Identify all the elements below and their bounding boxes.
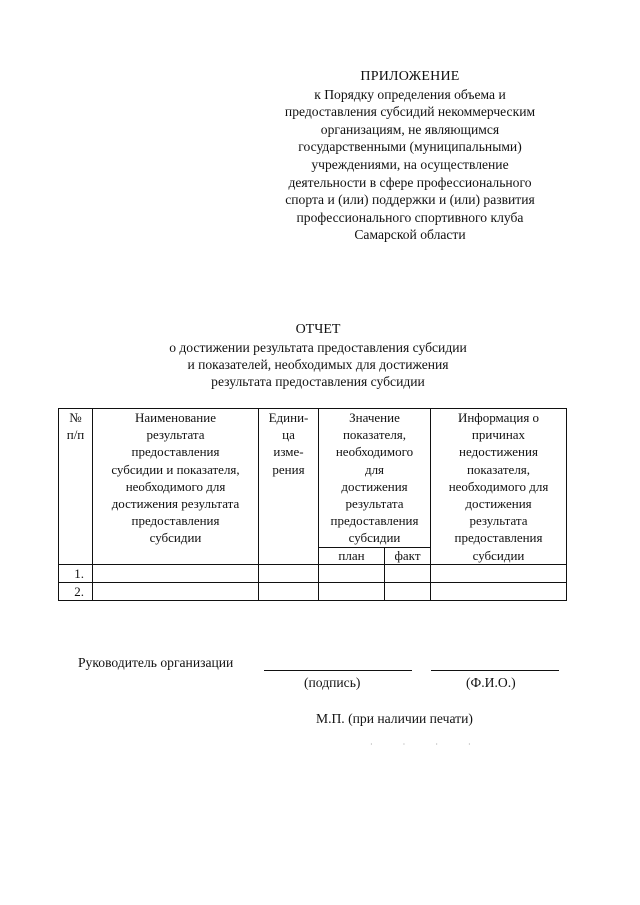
row-result-name[interactable] — [93, 564, 259, 582]
table-row — [59, 582, 567, 600]
appendix-title: ПРИЛОЖЕНИЕ — [360, 69, 460, 84]
appendix-line: учреждениями, на осуществление — [311, 156, 509, 172]
seal-note: М.П. (при наличии печати) — [316, 711, 473, 726]
row-fact[interactable] — [385, 582, 431, 600]
signature-caption: (подпись) — [304, 675, 361, 690]
report-subtitle-line: о достижении результата предоставления субсидии — [169, 340, 467, 355]
row-unit[interactable] — [259, 582, 319, 600]
appendix-line: деятельности в сфере профессионального — [288, 174, 532, 190]
report-subtitle-line: результата предоставления субсидии — [211, 374, 425, 389]
row-info[interactable] — [431, 564, 567, 582]
row-plan[interactable] — [319, 582, 385, 600]
report-title: ОТЧЕТ — [295, 322, 341, 337]
row-fact[interactable] — [385, 564, 431, 582]
row-unit[interactable] — [259, 564, 319, 582]
row-number: 1. — [59, 564, 93, 582]
signature-block — [78, 655, 578, 735]
header-result-name: Наименование результата предоставления субсидии и показателя, необходимого для достижения результата предоставления субсидии — [93, 409, 259, 565]
row-plan[interactable] — [319, 564, 385, 582]
signature-line[interactable] — [264, 670, 412, 671]
table-row — [59, 564, 567, 582]
header-fact: факт — [385, 547, 431, 564]
header-unit: Едини- ца изме- рения — [259, 409, 319, 565]
row-info[interactable] — [431, 582, 567, 600]
report-subtitle-line: и показателей, необходимых для достижения — [187, 357, 449, 372]
appendix-block — [258, 68, 562, 244]
header-number: № п/п — [59, 409, 93, 565]
appendix-line: предоставления субсидий некоммерческим — [284, 104, 536, 120]
appendix-line: государственными (муниципальными) — [298, 139, 522, 155]
name-line[interactable] — [431, 670, 559, 671]
appendix-line: спорта и (или) поддержки и (или) развития — [285, 192, 535, 208]
report-table — [58, 408, 567, 601]
report-heading — [100, 321, 536, 390]
header-indicator-value: Значение показателя, необходимого для достижения результата предоставления субсидии — [319, 409, 431, 548]
row-number: 2. — [59, 582, 93, 600]
name-caption: (Ф.И.О.) — [466, 675, 516, 690]
scan-specks: · · · · — [370, 740, 485, 749]
header-reasons-info: Информация о причинах недостижения показателя, необходимого для достижения результата предоставления субсидии — [431, 409, 567, 565]
appendix-line: Самарской области — [354, 227, 466, 243]
appendix-line: организациям, не являющимся — [320, 121, 500, 137]
appendix-line: к Порядку определения объема и — [314, 86, 506, 102]
header-plan: план — [319, 547, 385, 564]
row-result-name[interactable] — [93, 582, 259, 600]
signature-label: Руководитель организации — [78, 655, 234, 670]
appendix-line: профессионального спортивного клуба — [296, 209, 524, 225]
